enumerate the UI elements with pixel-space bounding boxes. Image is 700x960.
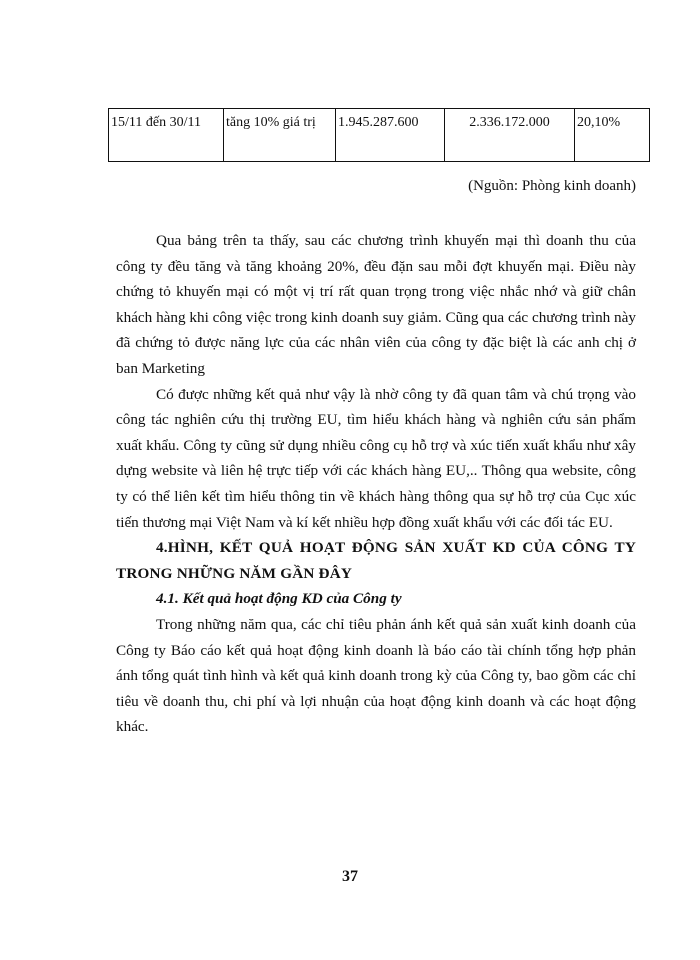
section-heading-4: 4.HÌNH, KẾT QUẢ HOẠT ĐỘNG SẢN XUẤT KD CỦA CÔNG TY TRONG NHỮNG NĂM GẦN ĐÂY — [116, 539, 636, 582]
table-cell-promotion: tăng 10% giá trị — [224, 109, 336, 162]
body-text — [116, 228, 636, 740]
subsection-heading-4-1: 4.1. Kết quả hoạt động KD của Công ty — [156, 590, 402, 608]
paragraph-1: Qua bảng trên ta thấy, sau các chương trình khuyến mại thì doanh thu của công ty đều tăng và tăng khoảng 20%, đều đặn sau mỗi đợt khuyến mại. Điều này chứng tỏ khuyến mại có một vị trí rất quan trọng trong việc nhắc nhớ và giữ chân khách hàng khi công việc trong kinh doanh suy giảm. Cũng qua các chương trình này đã chứng tỏ được năng lực của các nhân viên của công ty đặc biệt là các anh chị ở ban Marketing — [116, 232, 636, 377]
page-number: 37 — [342, 868, 358, 885]
table-cell-revenue-after: 2.336.172.000 — [445, 109, 575, 162]
table-cell-revenue-before: 1.945.287.600 — [336, 109, 445, 162]
promotion-table — [108, 108, 650, 162]
table-cell-growth: 20,10% — [575, 109, 650, 162]
table-source-note: (Nguồn: Phòng kinh doanh) — [468, 178, 636, 194]
paragraph-2: Có được những kết quả như vậy là nhờ công ty đã quan tâm và chú trọng vào công tác nghiên cứu thị trường EU, tìm hiểu khách hàng và nghiên cứu sản phẩm xuất khẩu. Công ty cũng sử dụng nhiều công cụ hỗ trợ và xúc tiến xuất khẩu như xây dựng website và liên hệ trực tiếp với các khách hàng EU,.. Thông qua website, công ty có thể liên kết tìm hiểu thông tin về khách hàng thông qua sự hỗ trợ của Cục xúc tiến thương mại Việt Nam và kí kết nhiều hợp đồng xuất khẩu với các đối tác EU. — [116, 385, 636, 531]
table-row — [109, 109, 650, 162]
paragraph-3: Trong những năm qua, các chỉ tiêu phản ánh kết quả sản xuất kinh doanh của Công ty Báo cáo kết quả hoạt động kinh doanh là báo cáo tài chính tổng hợp phản ánh tổng quát tình hình và kết quả kinh doanh trong kỳ của Công ty, bao gồm các chỉ tiêu về doanh thu, chi phí và lợi nhuận của hoạt động kinh doanh và các hoạt động khác. — [116, 615, 636, 736]
table-cell-period: 15/11 đến 30/11 — [109, 109, 224, 162]
